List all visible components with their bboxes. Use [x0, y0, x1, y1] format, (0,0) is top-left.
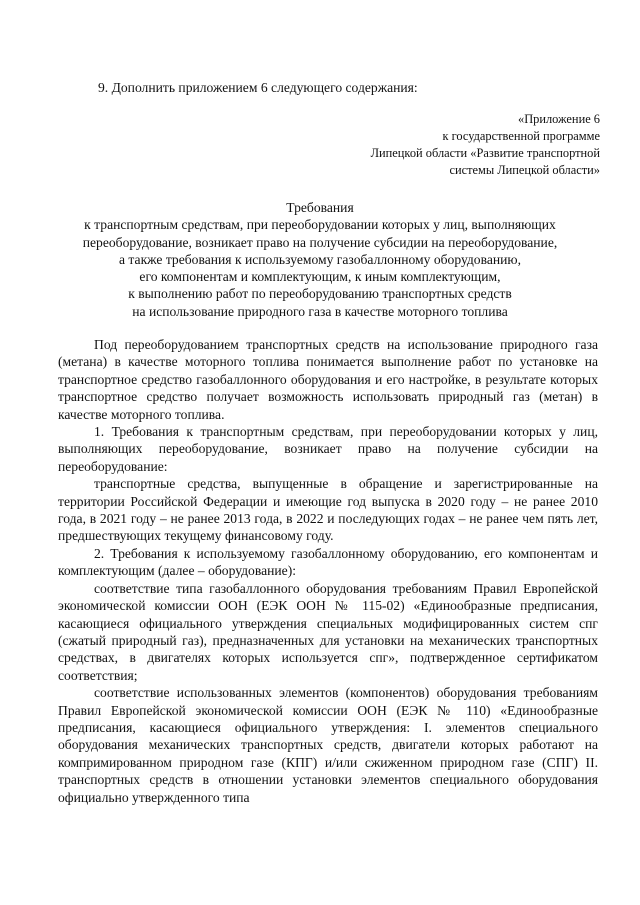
appendix-line: системы Липецкой области»	[449, 163, 600, 177]
title-line: переоборудование, возникает право на получение субсидии на переоборудование,	[82, 234, 558, 250]
title-line: а также требования к используемому газобаллонному оборудованию,	[119, 251, 521, 267]
paragraph-component-compliance: соответствие использованных элементов (компонентов) оборудования требованиям Правил Европейской экономической комиссии ООН (ЕЭК № 110) «Единообразные предписания, касающиеся официального утверждения: I. элементов специального оборудования механических транспортных средств, двигатели которых работают на компримированном природном газе (КПГ) и/или сжиженном природном газе (СПГ) II. транспортных средств в отношении установки элементов специального оборудования официально утвержденного типа	[58, 685, 598, 805]
title-line: Требования	[286, 200, 354, 215]
paragraph-vehicles: транспортные средства, выпущенные в обращение и зарегистрированные на территории Российской Федерации и имеющие год выпуска в 2020 году – не ранее 2010 года, в 2021 году – не ранее 2013 года, в 2022 и последующих годах – не ранее чем пять лет, предшествующих текущему финансовому году.	[58, 476, 598, 544]
appendix-line: Липецкой области «Развитие транспортной	[370, 146, 600, 160]
appendix-header	[300, 111, 600, 179]
title-line: на использование природного газа в качестве моторного топлива	[132, 303, 508, 319]
document-body	[58, 336, 598, 806]
document-title	[40, 199, 600, 320]
paragraph-requirement-2: 2. Требования к используемому газобаллонному оборудованию, его компонентам и комплектующим (далее – оборудование):	[58, 545, 598, 579]
appendix-line: к государственной программе	[442, 129, 600, 143]
intro-line: 9. Дополнить приложением 6 следующего содержания:	[98, 80, 418, 95]
title-line: его компонентам и комплектующим, к иным комплектующим,	[139, 269, 501, 285]
appendix-line: «Приложение 6	[518, 112, 600, 126]
title-line: к выполнению работ по переоборудованию транспортных средств	[128, 286, 512, 302]
paragraph-definition: Под переоборудованием транспортных средств на использование природного газа (метана) в качестве моторного топлива понимается выполнение работ по установке на транспортное средство газобаллонного оборудования и его настройке, в результате которых транспортное средство получает возможность использовать природный газ (метан) в качестве моторного топлива.	[58, 337, 598, 422]
paragraph-type-compliance: соответствие типа газобаллонного оборудования требованиям Правил Европейской экономической комиссии ООН (ЕЭК ООН № 115-02) «Единообразные предписания, касающиеся официального утверждения специальных модифицированных систем спг (сжатый природный газ), предназначенных для установки на механических транспортных средствах, в двигателях которых используется спг», подтвержденное сертификатом соответствия;	[58, 580, 598, 683]
title-line: к транспортным средствам, при переоборудовании которых у лиц, выполняющих	[84, 217, 556, 233]
paragraph-requirement-1: 1. Требования к транспортным средствам, при переоборудовании которых у лиц, выполняющих переоборудование, возникает право на получение субсидии на переоборудование:	[58, 424, 598, 474]
